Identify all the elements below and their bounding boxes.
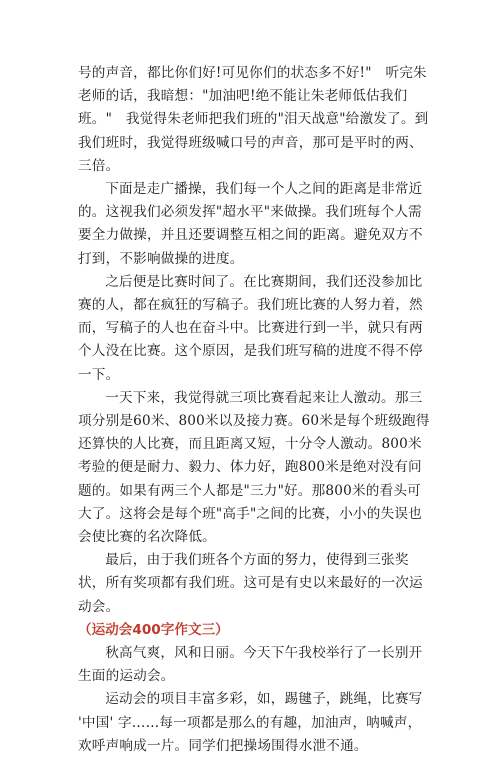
paragraph-3: 之后便是比赛时间了。在比赛期间，我们还没参加比赛的人，都在疯狂的写稿子。我们班比赛的人努力着，然而，写稿子的人也在奋斗中。比赛进行到一半，就只有两个人没在比赛。这个原因，是我们班写稿的进度不得不停一下。 [78, 273, 423, 383]
paragraph-5: 最后，由于我们班各个方面的努力，使得到三张奖状，所有奖项都有我们班。这可是有史以来最好的一次运动会。 [78, 552, 423, 615]
section-heading: （运动会400字作文三） [78, 621, 229, 638]
paragraph-7: 运动会的项目丰富多彩，如，踢毽子，跳绳，比赛写 '中国' 字……每一项都是那么的有趣，加油声，呐喊声，欢呼声响成一片。同学们把操场围得水泄不通。 [78, 691, 423, 754]
article [78, 62, 432, 758]
paragraph-4: 一天下来，我觉得就三项比赛看起来让人激动。那三项分别是60米、800米以及接力赛。60米是每个班级跑得还算快的人比赛，而且距离又短，十分令人激动。800米考验的便是耐力、毅力、体力好，跑800米是绝对没有问题的。如果有两三个人都是"三力"好。那800米的看头可大了。这将会是每个班"高手"之间的比赛，小小的失误也会使比赛的名次降低。 [78, 389, 430, 546]
paragraph-2: 下面是走广播操，我们每一个人之间的距离是非常近的。这视我们必须发挥"超水平"来做操。我们班每个人需要全力做操，并且还要调整互相之间的距离。避免双方不打到，不影响做操的进度。 [78, 181, 423, 267]
paragraph-1: 号的声音，都比你们好!可见你们的状态多不好!" 听完朱老师的话，我暗想："加油吧!绝不能让朱老师低估我们班。" 我觉得朱老师把我们班的"泪天战意"给激发了。到我们班时，我觉得班级喊口号的声音，那可是平时的两、三倍。 [78, 65, 429, 174]
paragraph-6: 秋高气爽，风和日丽。今天下午我校举行了一长别开生面的运动会。 [78, 645, 423, 685]
